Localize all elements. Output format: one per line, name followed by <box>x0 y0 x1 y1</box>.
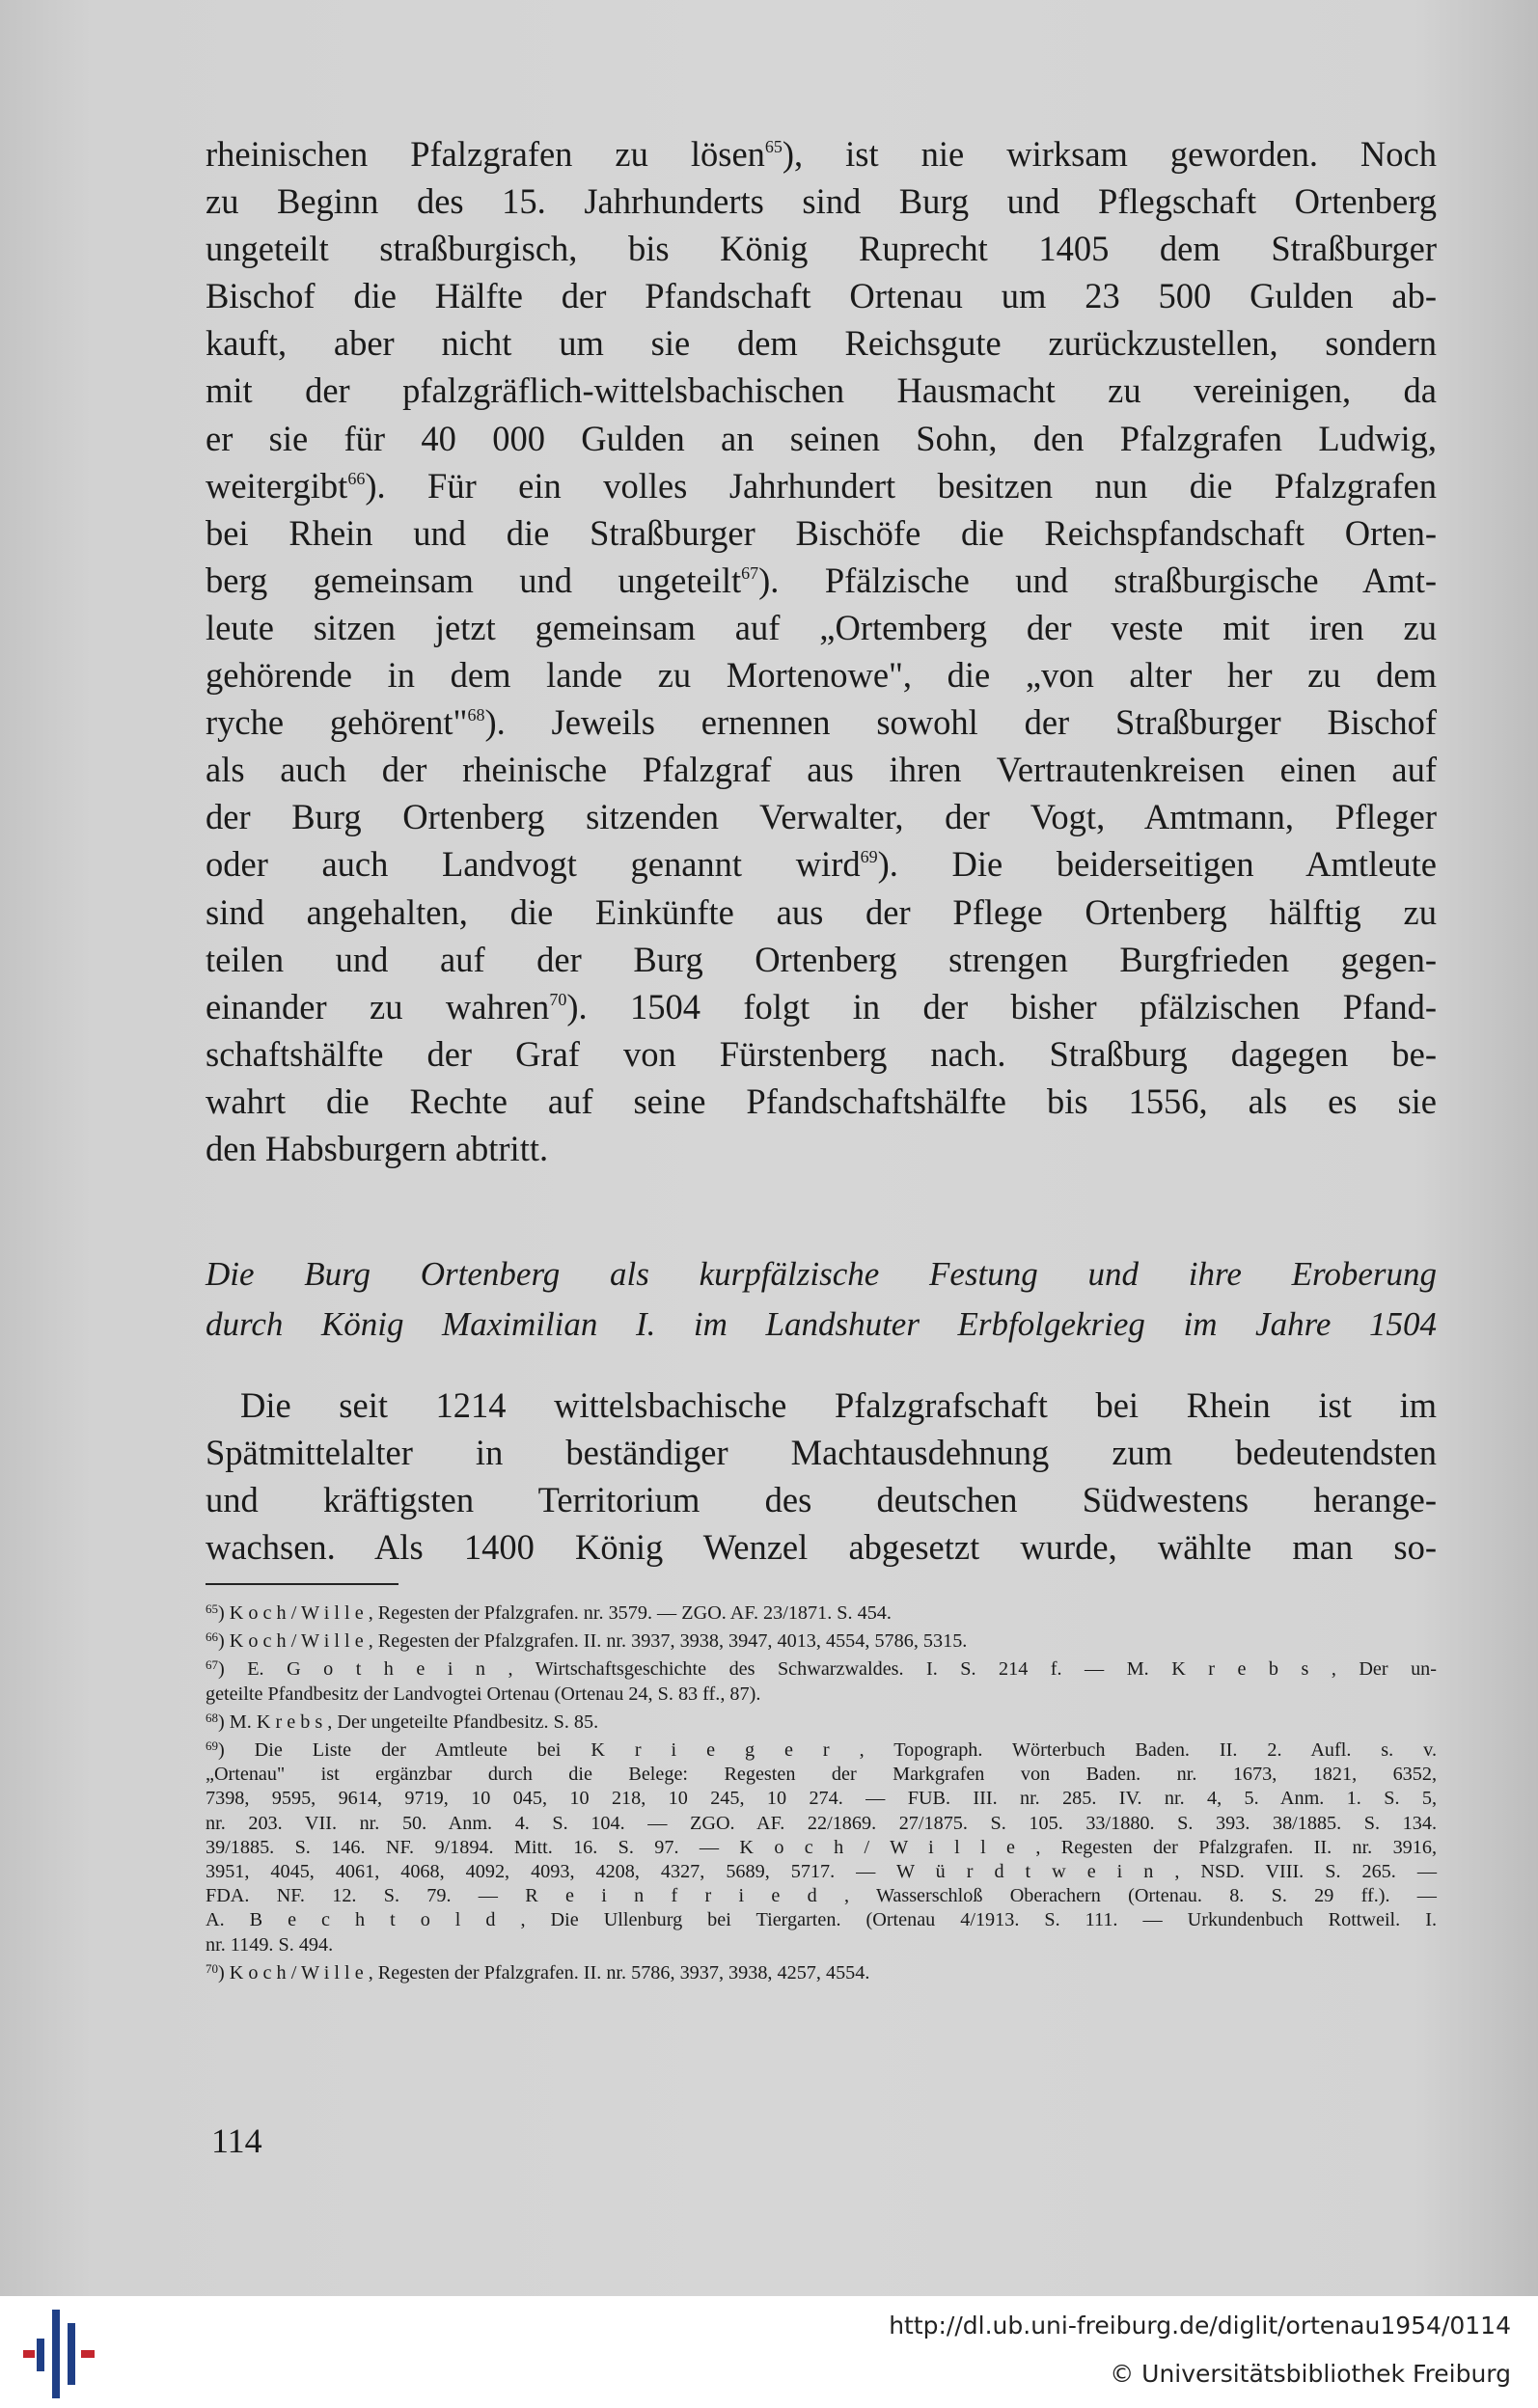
text-line <box>206 130 1437 178</box>
text-run: bei Rhein und die Straßburger Bischöfe die Reichspfandschaft Orten- <box>206 512 1437 553</box>
document-url-link[interactable]: http://dl.ub.uni-freiburg.de/diglit/ortenau1954/0114 <box>889 2312 1511 2340</box>
footnote <box>206 1657 1437 1706</box>
footnote-text: K o c h / W i l l e , Regesten der Pfalzgrafen. nr. 3579. — ZGO. AF. 23/1871. S. 454. <box>229 1602 892 1624</box>
footnote <box>206 1710 1437 1735</box>
footnote-text: geteilte Pfandbesitz der Landvogtei Ortenau (Ortenau 24, S. 83 ff., 87). <box>206 1683 761 1705</box>
second-paragraph <box>206 1382 1437 1571</box>
footnote <box>206 1961 1437 1985</box>
footnote-reference: 69 <box>860 847 878 867</box>
section-heading <box>206 1249 1437 1350</box>
text-line <box>206 178 1437 225</box>
footnote-reference: 65 <box>764 137 783 156</box>
text-run: mit der pfalzgräflich-wittelsbachischen Hausmacht zu vereinigen, da <box>206 370 1437 411</box>
footnote-number: 66 <box>206 1629 218 1645</box>
footnote-number: 67 <box>206 1657 218 1673</box>
footnote-reference: 67 <box>741 562 759 583</box>
text-line <box>206 1030 1437 1078</box>
heading-line: Die Burg Ortenberg als kurpfälzische Festung und ihre Eroberung <box>206 1255 1437 1293</box>
text-line <box>206 651 1437 698</box>
footnote-line <box>206 1860 1437 1884</box>
text-run: ). Die beiderseitigen Amtleute <box>877 844 1438 885</box>
copyright-notice: © Universitätsbibliothek Freiburg <box>1110 2360 1511 2388</box>
text-run: oder auch Landvogt genannt wird <box>206 844 861 885</box>
footnote-number: 70 <box>206 1960 218 1976</box>
heading-line: durch König Maximilian I. im Landshuter Erbfolgekrieg im Jahre 1504 <box>206 1305 1437 1343</box>
footnote-line <box>206 1933 1437 1957</box>
footnote-line <box>206 1787 1437 1811</box>
text-line <box>206 746 1437 793</box>
text-run: ). 1504 folgt in der bisher pfälzischen Pfand- <box>566 986 1437 1026</box>
text-line: und kräftigsten Territorium des deutschen Südwestens herange- <box>206 1480 1437 1519</box>
text-line <box>206 1125 1437 1172</box>
text-line: Spätmittelalter in beständiger Machtausdehnung zum bedeutendsten <box>206 1433 1437 1472</box>
footnote-text: FDA. NF. 12. S. 79. — R e i n f r i e d , Wasserschloß Oberachern (Ortenau. 8. S. 29 ff.). — <box>206 1885 1437 1907</box>
text-run: der Burg Ortenberg sitzenden Verwalter, der Vogt, Amtmann, Pfleger <box>206 797 1437 837</box>
text-line <box>206 1078 1437 1125</box>
footnote-line <box>206 1884 1437 1908</box>
footnote-text: 7398, 9595, 9614, 9719, 10 045, 10 218, 10 245, 10 274. — FUB. III. nr. 285. IV. nr. 4, 5. Anm. 1. S. 5, <box>206 1788 1437 1810</box>
footnote-line: $^{69}$) Die Liste der Amtleute bei K r i e g e r , Topograph. Wörterbuch Baden. II. 2. Aufl. s. v. <box>206 1738 1437 1762</box>
footnote-reference: 70 <box>549 989 567 1009</box>
footnote-line: $^{66}$) K o c h / W i l l e , Regesten der Pfalzgrafen. II. nr. 3937, 3938, 3947, 4013, 4554, 5786, 5315. <box>206 1629 968 1653</box>
footnote-text: M. K r e b s , Der ungeteilte Pfandbesitz. S. 85. <box>229 1710 599 1733</box>
text-line <box>206 272 1437 319</box>
text-run: ). Für ein volles Jahrhundert besitzen nun die Pfalzgrafen <box>365 465 1437 506</box>
footnote-text: 39/1885. S. 146. NF. 9/1894. Mitt. 16. S. 97. — K o c h / W i l l e , Regesten der Pfalzgrafen. II. nr. 3916, <box>206 1836 1437 1858</box>
page-number: 114 <box>211 2121 262 2160</box>
footnote-line <box>206 1836 1437 1860</box>
text-run: teilen und auf der Burg Ortenberg strengen Burgfrieden gegen- <box>206 939 1437 979</box>
text-line <box>206 415 1437 462</box>
text-line <box>206 936 1437 983</box>
footnote-text: nr. 1149. S. 494. <box>206 1933 334 1956</box>
footnote-text: A. B e c h t o l d , Die Ullenburg bei Tiergarten. (Ortenau 4/1913. S. 111. — Urkundenbuch Rottweil. I. <box>206 1909 1437 1931</box>
footnote-line: $^{70}$) K o c h / W i l l e , Regesten der Pfalzgrafen. II. nr. 5786, 3937, 3938, 4257, 4554. <box>206 1960 870 1984</box>
footnote-divider <box>206 1583 398 1585</box>
footnote <box>206 1629 1437 1654</box>
text-line <box>206 604 1437 651</box>
text-run: sind angehalten, die Einkünfte aus der Pflege Ortenberg hälftig zu <box>206 891 1437 932</box>
text-line <box>206 367 1437 414</box>
footnote-text: E. G o t h e i n , Wirtschaftsgeschichte des Schwarzwaldes. I. S. 214 f. — M. K r e b s , Der un- <box>247 1658 1438 1681</box>
body-paragraph <box>206 130 1437 1172</box>
footnote-text: K o c h / W i l l e , Regesten der Pfalzgrafen. II. nr. 3937, 3938, 3947, 4013, 4554, 5786, 5315. <box>229 1630 968 1653</box>
footnote-line: $^{68}$) M. K r e b s , Der ungeteilte Pfandbesitz. S. 85. <box>206 1710 599 1733</box>
text-run: er sie für 40 000 Gulden an seinen Sohn, den Pfalzgrafen Ludwig, <box>206 418 1437 458</box>
footnote-text: K o c h / W i l l e , Regesten der Pfalzgrafen. II. nr. 5786, 3937, 3938, 4257, 4554. <box>229 1961 870 1984</box>
text-run: einander zu wahren <box>206 986 550 1026</box>
footnote-number: 68 <box>206 1710 218 1725</box>
text-line <box>206 509 1437 557</box>
text-run: ). Pfälzische und straßburgische Amt- <box>758 560 1438 600</box>
footnote <box>206 1738 1437 1957</box>
text-run: ), ist nie wirksam geworden. Noch <box>782 134 1437 174</box>
text-run: kauft, aber nicht um sie dem Reichsgute zurückzustellen, sondern <box>206 323 1437 364</box>
text-run: weitergibt <box>206 465 348 506</box>
footnote-number: 69 <box>206 1738 218 1754</box>
text-line <box>206 557 1437 604</box>
footnote-text: Die Liste der Amtleute bei K r i e g e r , Topograph. Wörterbuch Baden. II. 2. Aufl. s. v. <box>254 1739 1437 1762</box>
footnote-text: 3951, 4045, 4061, 4068, 4092, 4093, 4208, 4327, 5689, 5717. — W ü r d t w e i n , NSD. VIII. S. 265. — <box>206 1861 1437 1883</box>
footnote-text: nr. 203. VII. nr. 50. Anm. 4. S. 104. — ZGO. AF. 22/1869. 27/1875. S. 105. 33/1880. S. 393. 38/1885. S. 134. <box>206 1812 1437 1834</box>
footnote-line: $^{67}$) E. G o t h e i n , Wirtschaftsgeschichte des Schwarzwaldes. I. S. 214 f. — M. K r e b s , Der un- <box>206 1657 1438 1681</box>
text-line <box>206 319 1437 367</box>
footnote-line <box>206 1683 1437 1707</box>
text-run: rheinischen Pfalzgrafen zu lösen <box>206 134 765 174</box>
text-line <box>206 225 1437 272</box>
text-run: leute sitzen jetzt gemeinsam auf „Ortemberg der veste mit iren zu <box>206 607 1437 647</box>
footnote-line <box>206 1812 1437 1836</box>
text-run: als auch der rheinische Pfalzgraf aus ihren Vertrautenkreisen einen auf <box>206 750 1437 790</box>
text-run: Bischof die Hälfte der Pfandschaft Ortenau um 23 500 Gulden ab- <box>206 276 1437 316</box>
text-run: gehörende in dem lande zu Mortenowe", die „von alter her zu dem <box>206 655 1437 696</box>
text-run: zu Beginn des 15. Jahrhunderts sind Burg und Pflegschaft Ortenberg <box>206 181 1437 222</box>
text-run: ungeteilt straßburgisch, bis König Ruprecht 1405 dem Straßburger <box>206 229 1437 269</box>
text-line: wachsen. Als 1400 König Wenzel abgesetzt wurde, wählte man so- <box>206 1527 1437 1567</box>
text-run: ryche gehörent" <box>206 702 468 743</box>
text-line <box>206 698 1437 746</box>
text-line <box>206 983 1437 1030</box>
footnote <box>206 1601 1437 1626</box>
text-run: wahrt die Rechte auf seine Pfandschaftshälfte bis 1556, als es sie <box>206 1081 1437 1121</box>
footnote-line: $^{65}$) K o c h / W i l l e , Regesten der Pfalzgrafen. nr. 3579. — ZGO. AF. 23/1871. S. 454. <box>206 1601 892 1624</box>
text-line <box>206 889 1437 936</box>
footnote-line <box>206 1908 1437 1932</box>
footnote-reference: 68 <box>467 705 485 725</box>
footnote-line <box>206 1763 1437 1787</box>
text-line <box>206 793 1437 840</box>
viewer-footer <box>0 2296 1538 2408</box>
text-line: Die seit 1214 wittelsbachische Pfalzgrafschaft bei Rhein ist im <box>240 1385 1437 1425</box>
text-run: berg gemeinsam und ungeteilt <box>206 560 742 600</box>
text-run: den Habsburgern abtritt. <box>206 1128 549 1168</box>
library-logo-icon[interactable] <box>17 2310 104 2398</box>
text-run: schaftshälfte der Graf von Fürstenberg nach. Straßburg dagegen be- <box>206 1033 1437 1074</box>
footnote-text: „Ortenau" ist ergänzbar durch die Belege: Regesten der Markgrafen von Baden. nr. 1673, 1821, 6352, <box>206 1764 1437 1786</box>
footnote-number: 65 <box>206 1601 218 1616</box>
text-line <box>206 840 1437 888</box>
footnote-reference: 66 <box>347 468 366 488</box>
text-line <box>206 462 1437 509</box>
footnotes <box>206 1601 1437 1989</box>
text-run: ). Jeweils ernennen sowohl der Straßburger Bischof <box>484 702 1437 743</box>
